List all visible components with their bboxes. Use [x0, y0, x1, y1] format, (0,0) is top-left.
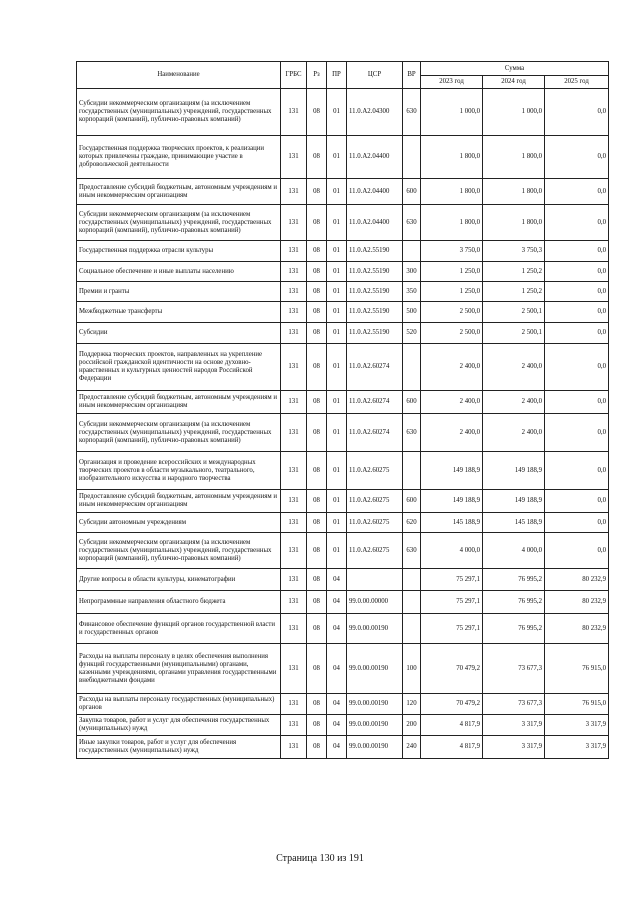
table-cell-2025: 0,0	[545, 89, 609, 136]
table-cell-csr: 99.0.00.00190	[347, 715, 403, 736]
table-cell-vr: 630	[403, 533, 421, 569]
table-cell-2023: 1 800,0	[421, 136, 483, 179]
table-cell-rz: 08	[307, 391, 327, 414]
table-cell-rz: 08	[307, 282, 327, 302]
table-cell-pr: 01	[327, 533, 347, 569]
table-cell-name: Субсидии некоммерческим организациям (за исключением государственных (муниципальных) учреждений, государственных корпораций (компаний), публично-правовых компаний)	[77, 205, 281, 241]
table-cell-2023: 1 250,0	[421, 282, 483, 302]
table-cell-2024: 3 317,9	[483, 736, 545, 759]
table-cell-2025: 80 232,9	[545, 614, 609, 644]
table-cell-2024: 1 800,0	[483, 179, 545, 205]
table-cell-csr: 99.0.00.00190	[347, 614, 403, 644]
table-cell-pr: 04	[327, 569, 347, 591]
table-cell-name: Закупка товаров, работ и услуг для обеспечения государственных (муниципальных) нужд	[77, 715, 281, 736]
table-cell-2024: 2 400,0	[483, 391, 545, 414]
header-vr: ВР	[403, 62, 421, 89]
table-cell-grbs: 131	[281, 736, 307, 759]
table-cell-vr: 350	[403, 282, 421, 302]
table-row	[77, 694, 609, 715]
table-cell-grbs: 131	[281, 452, 307, 490]
table-row	[77, 414, 609, 452]
table-cell-2025: 0,0	[545, 136, 609, 179]
table-cell-2025: 0,0	[545, 179, 609, 205]
table-cell-pr: 01	[327, 241, 347, 262]
table-cell-vr	[403, 344, 421, 391]
table-cell-2025: 0,0	[545, 414, 609, 452]
table-cell-2023: 4 817,9	[421, 715, 483, 736]
table-cell-grbs: 131	[281, 569, 307, 591]
table-cell-2024: 76 995,2	[483, 614, 545, 644]
table-cell-2023: 70 479,2	[421, 694, 483, 715]
table-header	[77, 62, 609, 89]
table-cell-2024: 1 800,0	[483, 205, 545, 241]
table-row	[77, 591, 609, 614]
table-cell-name: Непрограммные направления областного бюджета	[77, 591, 281, 614]
table-cell-pr: 01	[327, 205, 347, 241]
table-cell-csr: 11.0.A2.60275	[347, 513, 403, 533]
budget-table	[76, 61, 609, 759]
table-cell-rz: 08	[307, 414, 327, 452]
header-sum: Сумма	[421, 62, 609, 76]
table-row	[77, 533, 609, 569]
table-cell-2025: 0,0	[545, 513, 609, 533]
table-cell-name: Предоставление субсидий бюджетным, автономным учреждениям и иным некоммерческим организациям	[77, 179, 281, 205]
table-cell-grbs: 131	[281, 694, 307, 715]
table-cell-grbs: 131	[281, 136, 307, 179]
table-cell-vr	[403, 136, 421, 179]
table-cell-vr: 630	[403, 89, 421, 136]
table-cell-2025: 0,0	[545, 344, 609, 391]
table-cell-2025: 0,0	[545, 205, 609, 241]
table-cell-rz: 08	[307, 614, 327, 644]
table-cell-2023: 2 400,0	[421, 391, 483, 414]
table-row	[77, 614, 609, 644]
table-cell-2024: 73 677,3	[483, 644, 545, 694]
table-cell-rz: 08	[307, 715, 327, 736]
table-cell-2023: 2 400,0	[421, 344, 483, 391]
table-cell-2024: 3 750,3	[483, 241, 545, 262]
table-row	[77, 452, 609, 490]
table-cell-pr: 01	[327, 513, 347, 533]
table-cell-csr: 11.0.A2.55190	[347, 262, 403, 282]
table-cell-grbs: 131	[281, 715, 307, 736]
table-cell-2024: 2 500,1	[483, 302, 545, 323]
table-cell-pr: 01	[327, 490, 347, 513]
table-cell-grbs: 131	[281, 241, 307, 262]
table-cell-vr: 100	[403, 644, 421, 694]
table-cell-csr: 99.0.00.00190	[347, 644, 403, 694]
table-cell-2025: 0,0	[545, 241, 609, 262]
table-cell-csr: 11.0.A2.60275	[347, 490, 403, 513]
table-cell-name: Предоставление субсидий бюджетным, автономным учреждениям и иным некоммерческим организациям	[77, 391, 281, 414]
table-cell-grbs: 131	[281, 89, 307, 136]
table-cell-2024: 145 188,9	[483, 513, 545, 533]
table-cell-vr: 600	[403, 490, 421, 513]
table-cell-2023: 1 250,0	[421, 262, 483, 282]
table-cell-pr: 04	[327, 736, 347, 759]
table-cell-2024: 73 677,3	[483, 694, 545, 715]
table-cell-csr: 11.0.A2.55190	[347, 282, 403, 302]
table-cell-2025: 76 915,0	[545, 644, 609, 694]
table-cell-2024: 1 250,2	[483, 282, 545, 302]
table-cell-2024: 4 000,0	[483, 533, 545, 569]
table-cell-rz: 08	[307, 323, 327, 344]
table-cell-2024: 2 500,1	[483, 323, 545, 344]
table-cell-pr: 01	[327, 262, 347, 282]
table-cell-grbs: 131	[281, 513, 307, 533]
table-cell-name: Субсидии некоммерческим организациям (за исключением государственных (муниципальных) учреждений, государственных корпораций (компаний), публично-правовых компаний)	[77, 533, 281, 569]
table-cell-pr: 04	[327, 644, 347, 694]
table-cell-2023: 145 188,9	[421, 513, 483, 533]
table-cell-name: Субсидии	[77, 323, 281, 344]
table-cell-2023: 1 800,0	[421, 205, 483, 241]
table-cell-vr	[403, 241, 421, 262]
table-cell-csr: 11.0.A2.55190	[347, 241, 403, 262]
table-cell-vr: 500	[403, 302, 421, 323]
table-cell-2025: 0,0	[545, 391, 609, 414]
table-cell-vr: 300	[403, 262, 421, 282]
table-cell-2023: 1 800,0	[421, 179, 483, 205]
table-cell-grbs: 131	[281, 179, 307, 205]
table-cell-grbs: 131	[281, 262, 307, 282]
table-cell-2023: 4 000,0	[421, 533, 483, 569]
table-cell-2025: 0,0	[545, 323, 609, 344]
table-cell-csr: 11.0.A2.04400	[347, 205, 403, 241]
table-cell-name: Премии и гранты	[77, 282, 281, 302]
page-number: Страница 130 из 191	[276, 853, 364, 864]
table-cell-2023: 4 817,9	[421, 736, 483, 759]
table-cell-2025: 3 317,9	[545, 715, 609, 736]
table-cell-pr: 04	[327, 614, 347, 644]
table-cell-2024: 76 995,2	[483, 569, 545, 591]
table-cell-grbs: 131	[281, 591, 307, 614]
table-cell-2023: 75 297,1	[421, 591, 483, 614]
table-row	[77, 205, 609, 241]
table-row	[77, 302, 609, 323]
table-row	[77, 644, 609, 694]
table-cell-2025: 0,0	[545, 262, 609, 282]
table-cell-2023: 1 000,0	[421, 89, 483, 136]
table-cell-csr: 11.0.A2.04300	[347, 89, 403, 136]
table-cell-vr: 600	[403, 391, 421, 414]
table-cell-2024: 149 188,9	[483, 452, 545, 490]
table-cell-pr: 04	[327, 694, 347, 715]
table-cell-2024: 76 995,2	[483, 591, 545, 614]
header-csr: ЦСР	[347, 62, 403, 89]
table-cell-2024: 2 400,0	[483, 344, 545, 391]
table-cell-pr: 01	[327, 323, 347, 344]
table-cell-grbs: 131	[281, 490, 307, 513]
table-cell-2024: 3 317,9	[483, 715, 545, 736]
table-body	[77, 89, 609, 759]
table-cell-grbs: 131	[281, 344, 307, 391]
table-row	[77, 282, 609, 302]
table-row	[77, 323, 609, 344]
table-cell-csr: 11.0.A2.60274	[347, 391, 403, 414]
table-cell-name: Предоставление субсидий бюджетным, автономным учреждениям и иным некоммерческим организациям	[77, 490, 281, 513]
table-cell-csr: 11.0.A2.60274	[347, 414, 403, 452]
table-cell-name: Межбюджетные трансферты	[77, 302, 281, 323]
table-cell-2025: 0,0	[545, 282, 609, 302]
table-cell-grbs: 131	[281, 391, 307, 414]
table-cell-2024: 149 188,9	[483, 490, 545, 513]
table-cell-name: Иные закупки товаров, работ и услуг для обеспечения государственных (муниципальных) нужд	[77, 736, 281, 759]
table-cell-csr: 11.0.A2.60275	[347, 533, 403, 569]
table-cell-rz: 08	[307, 452, 327, 490]
table-cell-rz: 08	[307, 302, 327, 323]
table-row	[77, 736, 609, 759]
table-row	[77, 513, 609, 533]
table-cell-2023: 70 479,2	[421, 644, 483, 694]
table-cell-grbs: 131	[281, 414, 307, 452]
table-cell-name: Поддержка творческих проектов, направленных на укрепление российской гражданской идентичности на основе духовно-нравственных и культурных ценностей народов Российской Федерации	[77, 344, 281, 391]
table-cell-vr: 240	[403, 736, 421, 759]
table-cell-vr: 630	[403, 205, 421, 241]
table-cell-pr: 01	[327, 414, 347, 452]
table-cell-2024: 1 800,0	[483, 136, 545, 179]
table-cell-pr: 04	[327, 715, 347, 736]
table-cell-grbs: 131	[281, 302, 307, 323]
table-cell-2024: 1 000,0	[483, 89, 545, 136]
table-cell-csr: 11.0.A2.55190	[347, 323, 403, 344]
table-row	[77, 262, 609, 282]
table-cell-name: Социальное обеспечение и иные выплаты населению	[77, 262, 281, 282]
table-row	[77, 391, 609, 414]
table-cell-pr: 01	[327, 452, 347, 490]
table-cell-vr	[403, 452, 421, 490]
table-cell-vr: 120	[403, 694, 421, 715]
table-cell-rz: 08	[307, 694, 327, 715]
table-cell-pr: 01	[327, 282, 347, 302]
table-cell-pr: 01	[327, 302, 347, 323]
table-cell-csr: 11.0.A2.55190	[347, 302, 403, 323]
table-cell-rz: 08	[307, 262, 327, 282]
table-cell-rz: 08	[307, 136, 327, 179]
table-cell-2025: 80 232,9	[545, 569, 609, 591]
table-cell-2023: 3 750,0	[421, 241, 483, 262]
table-cell-pr: 01	[327, 344, 347, 391]
table-row	[77, 569, 609, 591]
table-cell-rz: 08	[307, 179, 327, 205]
table-cell-csr: 99.0.00.00190	[347, 694, 403, 715]
table-cell-vr	[403, 614, 421, 644]
table-cell-2025: 76 915,0	[545, 694, 609, 715]
header-year-2024: 2024 год	[483, 76, 545, 89]
table-cell-rz: 08	[307, 89, 327, 136]
header-pr: ПР	[327, 62, 347, 89]
table-cell-csr: 11.0.A2.60274	[347, 344, 403, 391]
table-cell-vr: 630	[403, 414, 421, 452]
table-cell-grbs: 131	[281, 282, 307, 302]
table-cell-rz: 08	[307, 736, 327, 759]
table-cell-vr: 620	[403, 513, 421, 533]
header-name: Наименование	[77, 62, 281, 89]
table-cell-pr: 04	[327, 591, 347, 614]
table-cell-name: Расходы на выплаты персоналу в целях обеспечения выполнения функций государственными (муниципальными) органами, казенными учреждениями, органами управления государственными внебюджетными фондами	[77, 644, 281, 694]
table-cell-csr	[347, 569, 403, 591]
table-cell-2023: 2 500,0	[421, 323, 483, 344]
table-cell-2025: 0,0	[545, 452, 609, 490]
table-row	[77, 344, 609, 391]
header-grbs: ГРБС	[281, 62, 307, 89]
table-cell-grbs: 131	[281, 205, 307, 241]
table-cell-2023: 2 400,0	[421, 414, 483, 452]
table-cell-rz: 08	[307, 490, 327, 513]
table-cell-rz: 08	[307, 513, 327, 533]
table-cell-vr	[403, 591, 421, 614]
table-row	[77, 241, 609, 262]
table-row	[77, 715, 609, 736]
table-cell-pr: 01	[327, 179, 347, 205]
table-cell-2025: 3 317,9	[545, 736, 609, 759]
table-row	[77, 136, 609, 179]
table-cell-vr: 520	[403, 323, 421, 344]
table-cell-2023: 149 188,9	[421, 452, 483, 490]
table-cell-vr: 200	[403, 715, 421, 736]
table-cell-name: Другие вопросы в области культуры, кинематографии	[77, 569, 281, 591]
table-cell-csr: 11.0.A2.60275	[347, 452, 403, 490]
table-cell-rz: 08	[307, 591, 327, 614]
table-cell-2023: 2 500,0	[421, 302, 483, 323]
table-cell-csr: 11.0.A2.04400	[347, 136, 403, 179]
table-cell-name: Финансовое обеспечение функций органов государственной власти и государственных органов	[77, 614, 281, 644]
table-cell-pr: 01	[327, 391, 347, 414]
table-row	[77, 179, 609, 205]
table-cell-grbs: 131	[281, 644, 307, 694]
table-cell-name: Организация и проведение всероссийских и международных творческих проектов в области музыкального, театрального, изобразительного искусства и народного творчества	[77, 452, 281, 490]
table-cell-2024: 2 400,0	[483, 414, 545, 452]
table-cell-grbs: 131	[281, 614, 307, 644]
header-year-2025: 2025 год	[545, 76, 609, 89]
table-cell-2025: 0,0	[545, 533, 609, 569]
table-cell-pr: 01	[327, 89, 347, 136]
table-cell-grbs: 131	[281, 323, 307, 344]
table-cell-rz: 08	[307, 241, 327, 262]
table-cell-name: Расходы на выплаты персоналу государственных (муниципальных) органов	[77, 694, 281, 715]
header-year-2023: 2023 год	[421, 76, 483, 89]
table-cell-name: Государственная поддержка творческих проектов, к реализации которых привлечены граждане, принимающие участие в добровольческой деятельности	[77, 136, 281, 179]
table-cell-name: Государственная поддержка отрасли культуры	[77, 241, 281, 262]
table-cell-rz: 08	[307, 644, 327, 694]
table-row	[77, 89, 609, 136]
table-cell-2023: 75 297,1	[421, 614, 483, 644]
table-cell-rz: 08	[307, 533, 327, 569]
table-cell-csr: 99.0.00.00000	[347, 591, 403, 614]
table-cell-2025: 0,0	[545, 302, 609, 323]
table-cell-name: Субсидии некоммерческим организациям (за исключением государственных (муниципальных) учреждений, государственных корпораций (компаний), публично-правовых компаний)	[77, 89, 281, 136]
table-cell-vr	[403, 569, 421, 591]
table-cell-2025: 80 232,9	[545, 591, 609, 614]
table-cell-csr: 99.0.00.00190	[347, 736, 403, 759]
table-cell-2024: 1 250,2	[483, 262, 545, 282]
table-cell-name: Субсидии некоммерческим организациям (за исключением государственных (муниципальных) учреждений, государственных корпораций (компаний), публично-правовых компаний)	[77, 414, 281, 452]
table-cell-name: Субсидии автономным учреждениям	[77, 513, 281, 533]
table-cell-2025: 0,0	[545, 490, 609, 513]
table-cell-csr: 11.0.A2.04400	[347, 179, 403, 205]
table-cell-rz: 08	[307, 344, 327, 391]
table-cell-rz: 08	[307, 205, 327, 241]
table-cell-rz: 08	[307, 569, 327, 591]
table-cell-vr: 600	[403, 179, 421, 205]
table-row	[77, 490, 609, 513]
header-rz: Рз	[307, 62, 327, 89]
table-cell-pr: 01	[327, 136, 347, 179]
table-cell-2023: 75 297,1	[421, 569, 483, 591]
table-cell-2023: 149 188,9	[421, 490, 483, 513]
table-cell-grbs: 131	[281, 533, 307, 569]
